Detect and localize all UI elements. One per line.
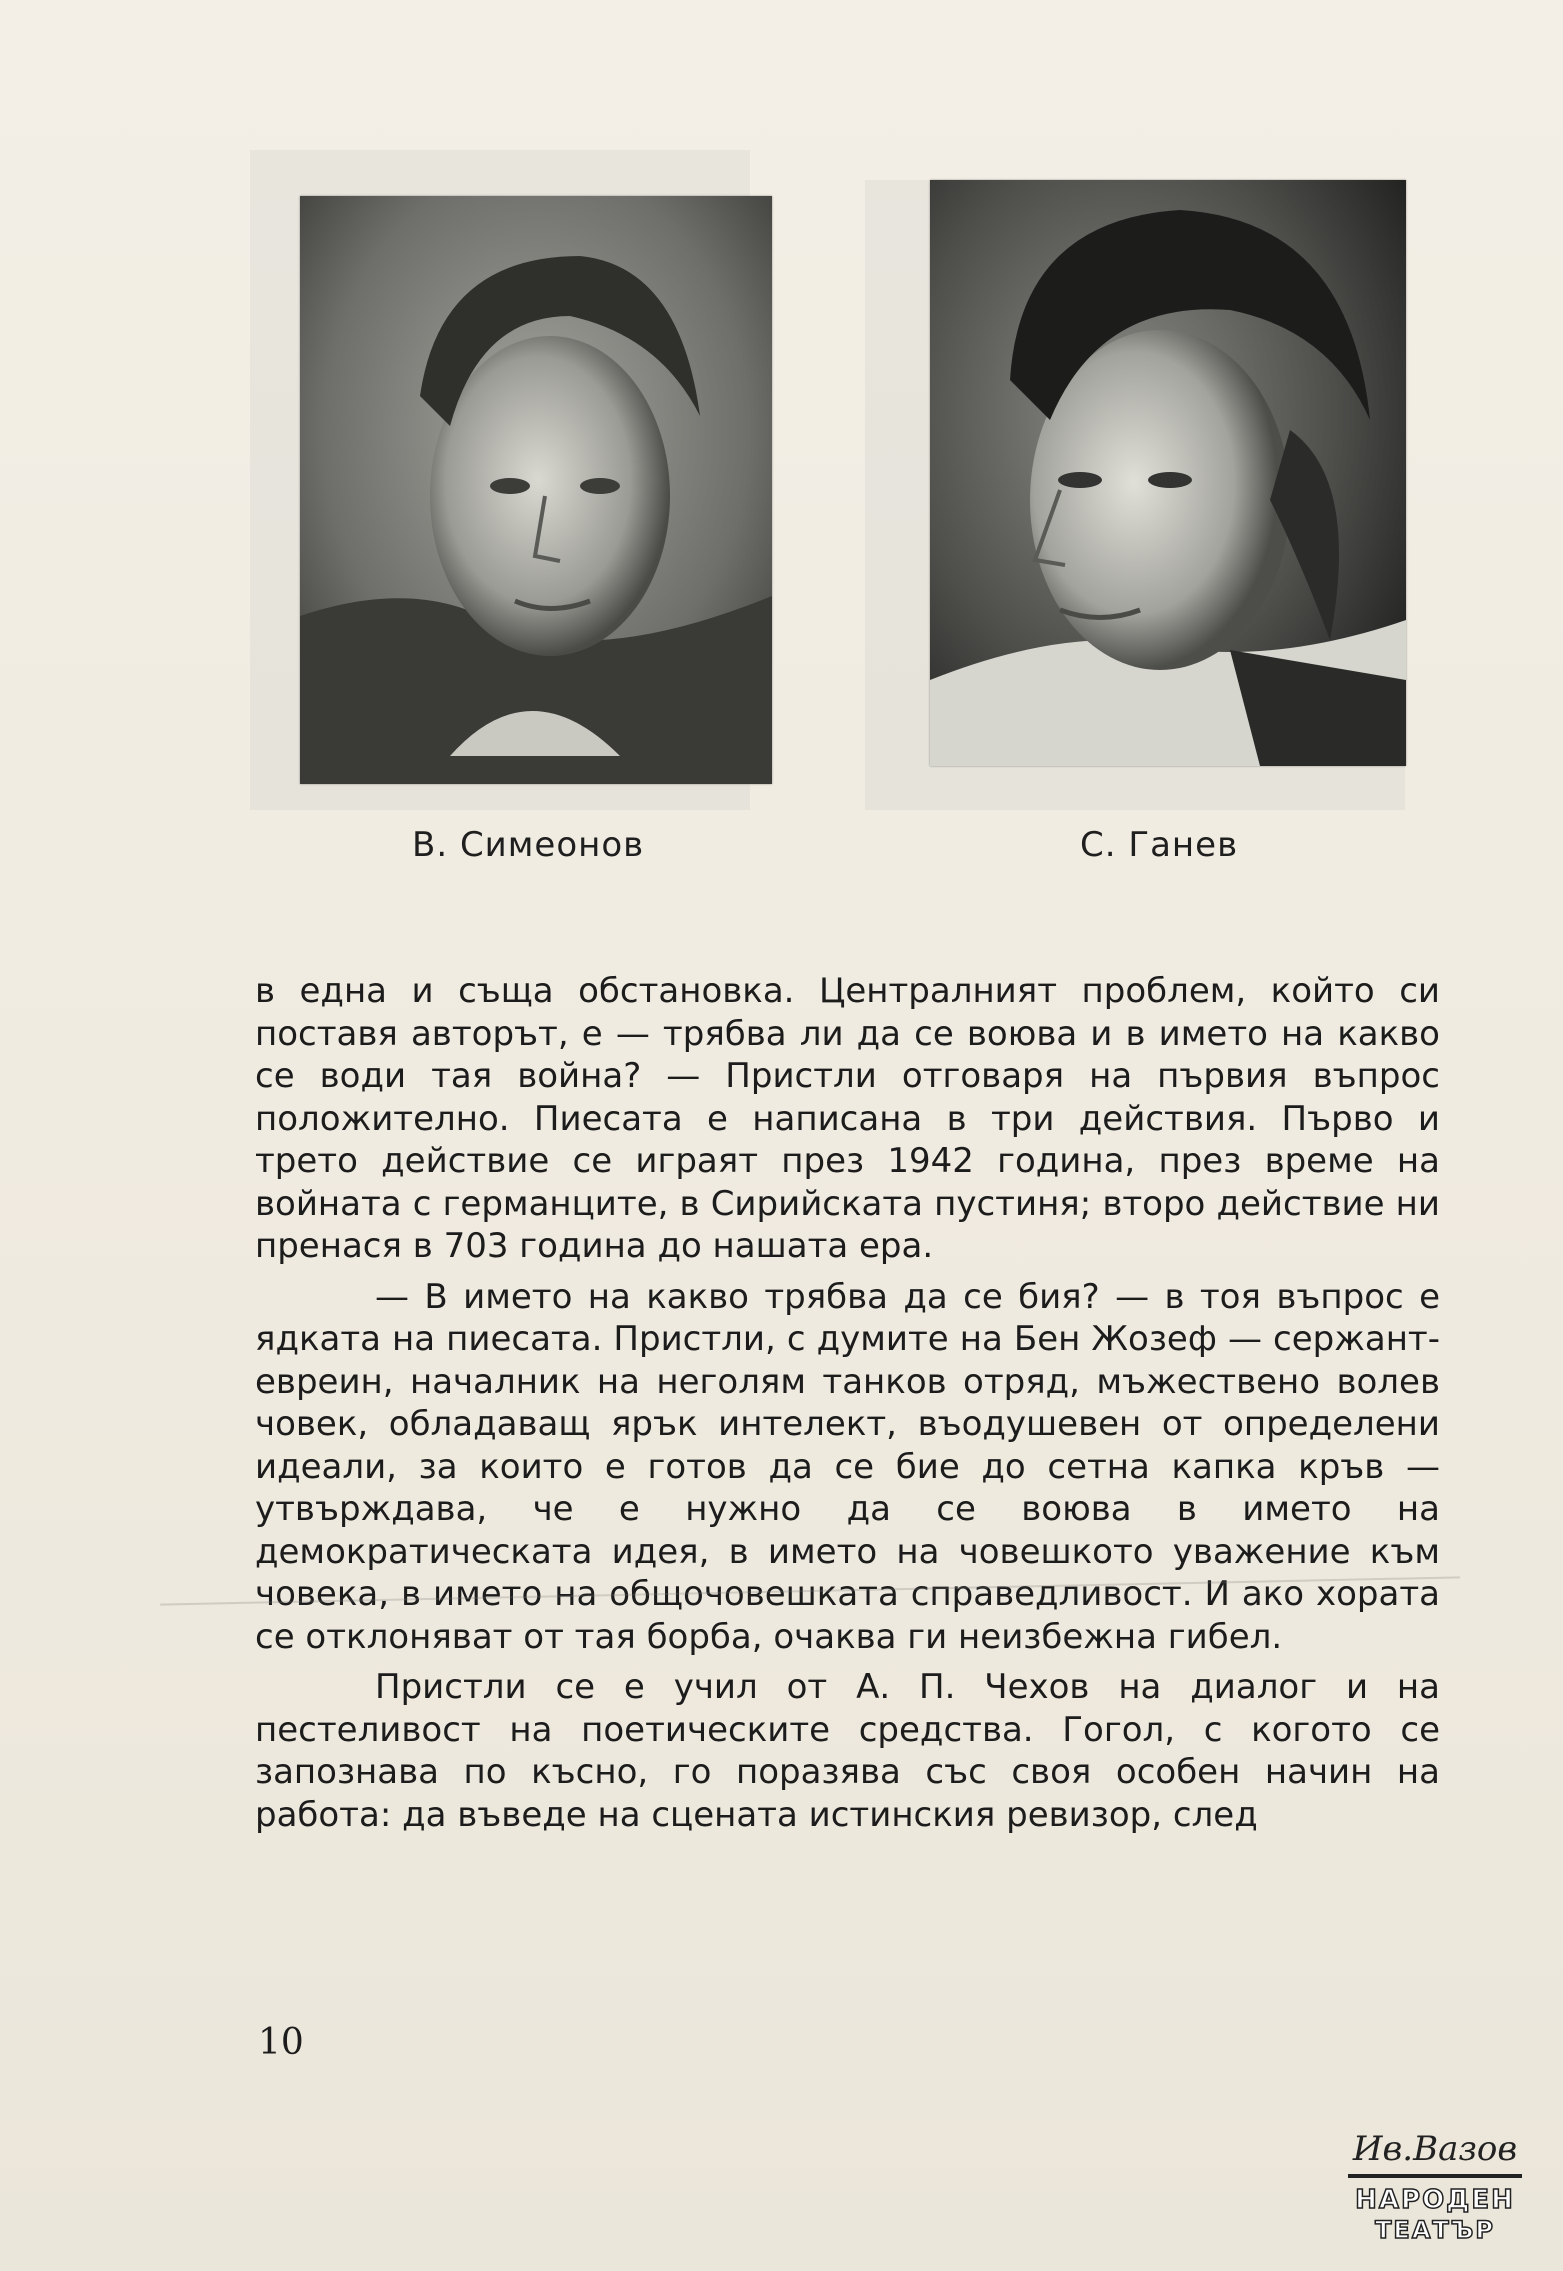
theatre-logo-mark xyxy=(1340,2118,1530,2248)
article-body xyxy=(255,970,1440,1836)
page-number: 10 xyxy=(258,2022,304,2063)
svg-text:Ив.Вазов: Ив.Вазов xyxy=(1352,2129,1518,2169)
portrait-photo-ganev xyxy=(930,180,1406,766)
svg-text:ТЕАТЪР: ТЕАТЪР xyxy=(1375,2216,1495,2244)
portrait-image-ganev xyxy=(930,180,1406,766)
portrait-image-simeonov xyxy=(300,196,772,784)
paragraph-3: Пристли се е учил от А. П. Чехов на диалог и на пестеливост на поетическите средства. Гогол, с когото се запознава по късно, го поразява със своя особен начин на работа: да въведе на сцената истинския ревизор, след xyxy=(255,1667,1440,1835)
paragraph-1: в една и съща обстановка. Централният проблем, който си поставя авторът, е — трябва ли да се воюва и в името на какво се води тая война? — Пристли отговаря на първия въпрос положително. Пиесата е написана в три действия. Първо и трето действие се играят през 1942 година, през време на войната с германците, в Сирийската пустиня; второ действие ни пренася в 703 година до нашата ера. xyxy=(255,971,1440,1266)
photo-caption-ganev: С. Ганев xyxy=(1080,825,1239,865)
photo-caption-simeonov: В. Симеонов xyxy=(412,825,645,865)
svg-text:НАРОДЕН: НАРОДЕН xyxy=(1355,2185,1515,2215)
paragraph-2: — В името на какво трябва да се бия? — в тоя въпрос е ядката на пиесата. Пристли, с думите на Бен Жозеф — сержант-евреин, началник на неголям танков отряд, мъжествено волев човек, обладаващ ярък интелект, въодушевен от определени идеали, за които е готов да се бие до сетна капка кръв — утвърждава, че е нужно да се воюва в името на демократическата идея, в името на човешкото уважение към човека, в името на общочовешката справедливост. И ако хората се отклоняват от тая борба, очаква ги неизбежна гибел. xyxy=(255,1276,1440,1657)
portrait-photo-simeonov xyxy=(300,196,772,784)
national-theatre-logo xyxy=(1340,2118,1530,2248)
